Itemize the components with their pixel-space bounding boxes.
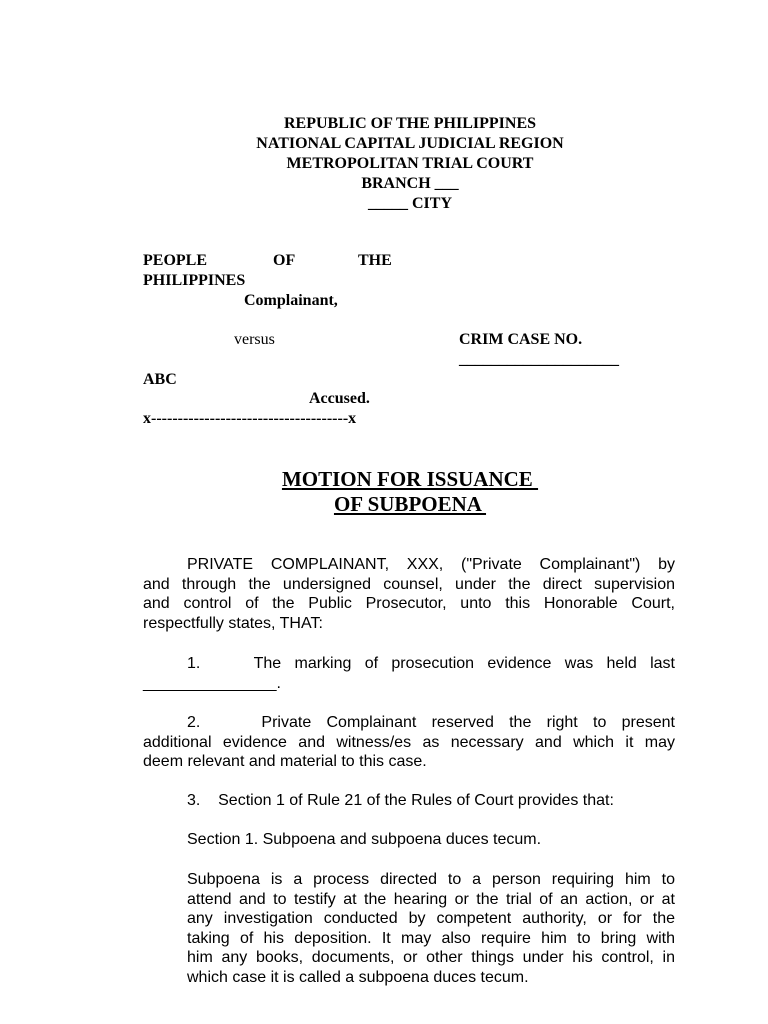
quote-line: taking of his deposition. It may also require him to bring with [187, 929, 675, 947]
crim-case-label: CRIM CASE NO. [459, 331, 583, 348]
court-header-branch: BRANCH ___ [361, 175, 459, 192]
court-header-city: _____ CITY [367, 195, 452, 212]
intro-line: and through the undersigned counsel, under the direct supervision [143, 575, 675, 593]
caption-separator: x-------------------------------------x [143, 410, 357, 427]
intro-paragraph [143, 555, 675, 633]
quote-line: attend and to testify at the hearing or the trial of an action, or at [187, 890, 675, 908]
paragraph-line: _______________. [143, 674, 281, 692]
intro-line: PRIVATE COMPLAINANT, XXX, ("Private Complainant") by [187, 556, 675, 573]
accused-name: ABC [143, 371, 177, 388]
quote-line: which case it is called a subpoena duces tecum. [187, 968, 529, 986]
section-heading-text: Section 1. Subpoena and subpoena duces tecum. [187, 831, 542, 848]
court-header-republic: REPUBLIC OF THE PHILIPPINES [283, 115, 537, 132]
intro-line: and control of the Public Prosecutor, unto this Honorable Court, [143, 595, 675, 613]
caption-people-word: PEOPLE [143, 252, 208, 269]
paragraph-line: 3. Section 1 of Rule 21 of the Rules of Court provides that: [187, 792, 614, 809]
caption-the-word: THE [358, 252, 392, 269]
crim-case-blank: ____________________ [459, 351, 619, 368]
paragraph-1 [143, 654, 675, 693]
paragraph-2 [143, 713, 675, 772]
paragraph-line: additional evidence and witness/es as necessary and which it may [143, 733, 675, 751]
quote-line: any investigation conducted by competent authority, or for the [187, 910, 675, 928]
quote-line: Subpoena is a process directed to a person requiring him to [187, 871, 675, 888]
versus-label: versus [234, 331, 275, 348]
paragraph-line: 1. The marking of prosecution evidence was held last [187, 655, 675, 672]
accused-role: Accused. [309, 390, 370, 407]
quoted-rule [187, 870, 675, 988]
court-header-region: NATIONAL CAPITAL JUDICIAL REGION [256, 135, 564, 152]
section-heading [187, 830, 675, 850]
caption-philippines-word: PHILIPPINES [143, 272, 246, 289]
paragraph-line: 2. Private Complainant reserved the right to present [187, 714, 675, 731]
caption-of-word: OF [273, 252, 296, 269]
quote-line: him any books, documents, or other things under his control, in [187, 949, 675, 967]
intro-line: respectfully states, THAT: [143, 614, 323, 632]
motion-title-line2: OF SUBPOENA [333, 492, 487, 516]
paragraph-line: deem relevant and material to this case. [143, 753, 427, 771]
court-header-court: METROPOLITAN TRIAL COURT [286, 155, 534, 172]
paragraph-3 [187, 791, 675, 811]
complainant-role: Complainant, [244, 292, 338, 309]
motion-title-line1: MOTION FOR ISSUANCE [281, 467, 539, 491]
